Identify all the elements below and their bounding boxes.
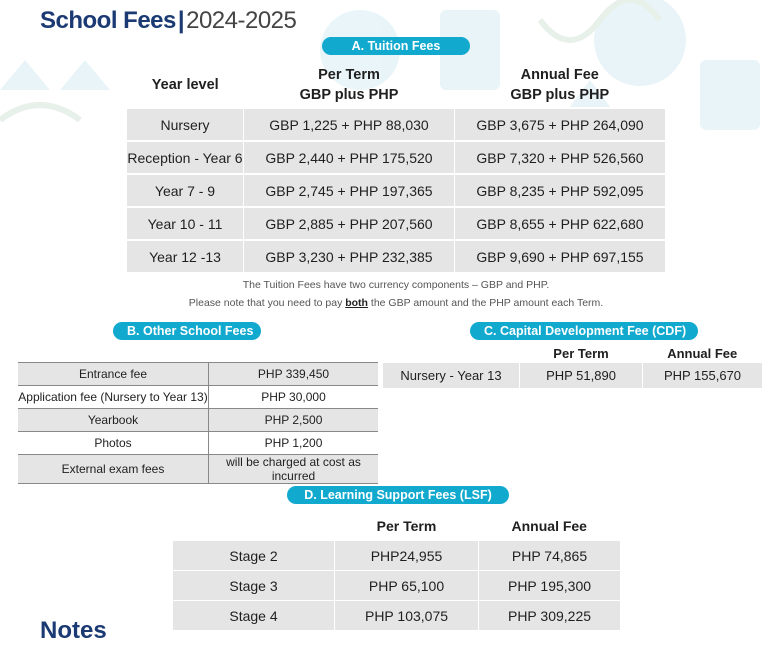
table-row — [173, 601, 620, 631]
other-fees-table — [18, 362, 378, 484]
year-level-cell: Year 7 - 9 — [127, 174, 244, 207]
table-header-row — [127, 62, 665, 108]
emphasis-both: both — [345, 297, 368, 309]
table-row — [383, 363, 762, 388]
currency-note: The Tuition Fees have two currency components – GBP and PHP. — [242, 279, 550, 291]
fee-value-cell: will be charged at cost as incurred — [209, 455, 379, 484]
stage-cell: Stage 4 — [173, 601, 335, 631]
col-header-annual-fee: Annual Fee — [511, 518, 587, 534]
table-row — [127, 240, 665, 272]
year-level-cell: Year 12 -13 — [127, 240, 244, 272]
fee-label-cell: Yearbook — [18, 409, 209, 432]
per-term-cell: GBP 3,230 + PHP 232,385 — [244, 240, 455, 272]
year-level-cell: Nursery - Year 13 — [383, 363, 520, 388]
year-level-cell: Year 10 - 11 — [127, 207, 244, 240]
table-row — [127, 207, 665, 240]
per-term-cell: PHP24,955 — [335, 541, 479, 571]
stage-cell: Stage 3 — [173, 571, 335, 601]
fee-label-cell: Photos — [18, 432, 209, 455]
stage-cell: Stage 2 — [173, 541, 335, 571]
table-row — [173, 571, 620, 601]
table-row — [18, 409, 378, 432]
per-term-cell: GBP 2,885 + PHP 207,560 — [244, 207, 455, 240]
year-level-cell: Reception - Year 6 — [127, 141, 244, 174]
lsf-pill: D. Learning Support Fees (LSF) — [287, 486, 509, 504]
other-fees-pill: B. Other School Fees — [113, 322, 261, 340]
fee-value-cell: PHP 1,200 — [209, 432, 379, 455]
fee-label-cell: Entrance fee — [18, 363, 209, 386]
col-header-annual-fee: Annual Fee GBP plus PHP — [510, 66, 610, 103]
per-term-cell: PHP 65,100 — [335, 571, 479, 601]
annual-fee-cell: GBP 7,320 + PHP 526,560 — [455, 141, 666, 174]
col-header-per-term: Per Term — [553, 345, 609, 361]
table-row — [127, 141, 665, 174]
annual-fee-cell: PHP 195,300 — [479, 571, 621, 601]
fee-label-cell: Application fee (Nursery to Year 13) — [18, 386, 209, 409]
table-row — [127, 108, 665, 141]
annual-fee-cell: PHP 74,865 — [479, 541, 621, 571]
table-row — [18, 432, 378, 455]
col-header-empty — [173, 512, 335, 541]
cdf-table — [383, 343, 762, 388]
per-term-cell: PHP 51,890 — [520, 363, 643, 388]
fee-value-cell: PHP 339,450 — [209, 363, 379, 386]
table-row — [127, 174, 665, 207]
lsf-table — [173, 512, 620, 630]
table-header-row — [173, 512, 620, 541]
annual-fee-cell: PHP 309,225 — [479, 601, 621, 631]
per-term-cell: GBP 2,440 + PHP 175,520 — [244, 141, 455, 174]
col-header-year-level: Year level — [151, 76, 219, 93]
annual-fee-cell: GBP 3,675 + PHP 264,090 — [455, 108, 666, 141]
notes-heading: Notes — [40, 617, 107, 644]
col-header-per-term: Per Term — [376, 518, 437, 534]
tuition-notes — [127, 276, 665, 312]
cdf-pill: C. Capital Development Fee (CDF) — [470, 322, 698, 340]
fee-label-cell: External exam fees — [18, 455, 209, 484]
annual-fee-cell: PHP 155,670 — [643, 363, 763, 388]
per-term-cell: GBP 1,225 + PHP 88,030 — [244, 108, 455, 141]
title-year: 2024-2025 — [186, 7, 297, 34]
tuition-fees-pill: A. Tuition Fees — [322, 37, 470, 55]
fee-value-cell: PHP 30,000 — [209, 386, 379, 409]
table-row — [18, 455, 378, 484]
annual-fee-cell: GBP 8,235 + PHP 592,095 — [455, 174, 666, 207]
tuition-fees-table — [127, 62, 665, 272]
col-header-per-term: Per Term GBP plus PHP — [299, 66, 399, 103]
year-level-cell: Nursery — [127, 108, 244, 141]
per-term-cell: GBP 2,745 + PHP 197,365 — [244, 174, 455, 207]
page-title — [40, 6, 296, 36]
per-term-cell: PHP 103,075 — [335, 601, 479, 631]
table-row — [18, 386, 378, 409]
title-separator: | — [177, 7, 185, 34]
title-main: School Fees — [40, 7, 176, 34]
payment-note: Please note that you need to pay both the GBP amount and the PHP amount each Term. — [188, 297, 604, 309]
table-header-row — [383, 343, 762, 363]
table-row — [18, 363, 378, 386]
table-row — [173, 541, 620, 571]
annual-fee-cell: GBP 8,655 + PHP 622,680 — [455, 207, 666, 240]
col-header-empty — [383, 343, 520, 363]
annual-fee-cell: GBP 9,690 + PHP 697,155 — [455, 240, 666, 272]
fee-value-cell: PHP 2,500 — [209, 409, 379, 432]
col-header-annual-fee: Annual Fee — [667, 345, 738, 361]
